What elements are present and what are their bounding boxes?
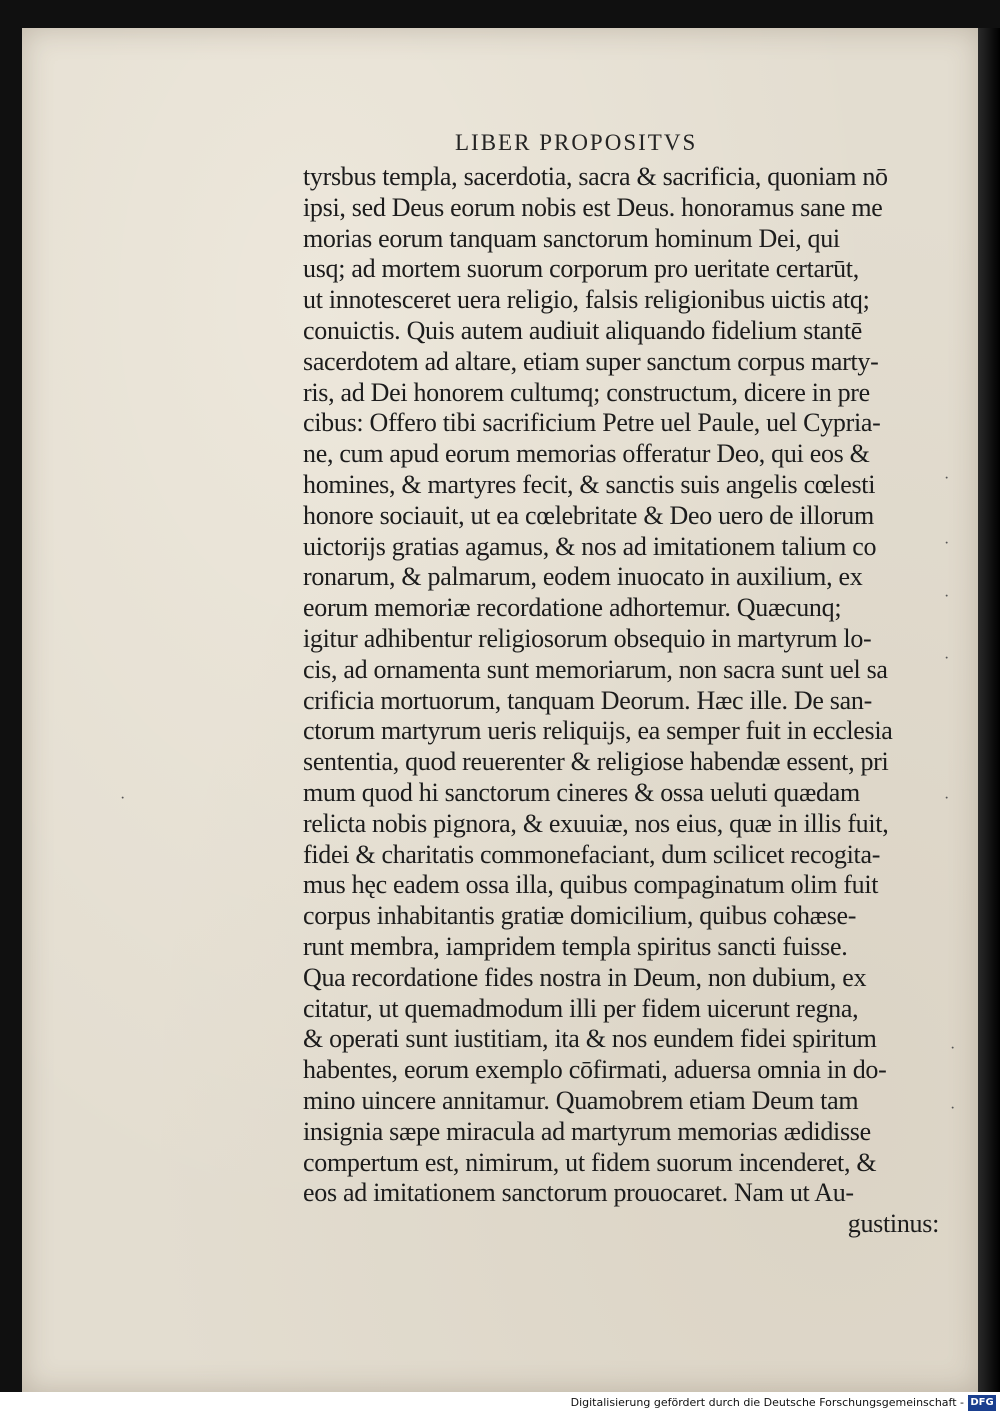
text-line: insignia sæpe miracula ad martyrum memorias ædidisse: [303, 1116, 871, 1146]
body-text: [303, 162, 953, 1240]
dfg-logo-icon: DFG: [968, 1395, 996, 1411]
text-line: sacerdotem ad altare, etiam super sanctum corpus marty-: [303, 346, 879, 376]
text-line: conuictis. Quis autem audiuit aliquando fidelium stantē: [303, 315, 862, 345]
book-spine-edge: [978, 28, 1000, 1392]
text-line: eos ad imitationem sanctorum prouocaret. Nam ut Au-: [303, 1178, 854, 1208]
text-line: sententia, quod reuerenter & religiose habendæ essent, pri: [303, 747, 889, 777]
text-line: habentes, eorum exemplo cōfirmati, aduersa omnia in do-: [303, 1055, 887, 1085]
text-line: igitur adhibentur religiosorum obsequio in martyrum lo-: [303, 623, 872, 653]
text-line: ris, ad Dei honorem cultumq; constructum, dicere in pre: [303, 377, 870, 407]
running-title: LIBER PROPOSITVS: [455, 130, 698, 155]
catchword: gustinus:: [847, 1209, 939, 1239]
text-line: honore sociauit, ut ea cœlebritate & Deo uero de illorum: [303, 500, 874, 530]
text-line: ipsi, sed Deus eorum nobis est Deus. honoramus sane me: [303, 192, 883, 222]
text-line: ut innotesceret uera religio, falsis religionibus uictis atq;: [303, 285, 870, 315]
text-line: eorum memoriæ recordatione adhortemur. Quæcunq;: [303, 593, 842, 623]
text-line: morias eorum tanquam sanctorum hominum Dei, qui: [303, 223, 840, 253]
text-line: mus hęc eadem ossa illa, quibus compaginatum olim fuit: [303, 870, 879, 900]
text-line: & operati sunt iustitiam, ita & nos eundem fidei spiritum: [303, 1024, 877, 1054]
text-line: runt membra, iampridem templa spiritus sancti fuisse.: [303, 931, 848, 961]
digitization-footer: [0, 1392, 1000, 1416]
text-line: ne, cum apud eorum memorias offeratur Deo, qui eos &: [303, 439, 870, 469]
text-line: ctorum martyrum ueris reliquijs, ea semper fuit in ecclesia: [303, 716, 893, 746]
text-line: cis, ad ornamenta sunt memoriarum, non sacra sunt uel sa: [303, 654, 888, 684]
text-line: citatur, ut quemadmodum illi per fidem uicerunt regna,: [303, 993, 859, 1023]
text-line: usq; ad mortem suorum corporum pro ueritate certarūt,: [303, 254, 859, 284]
text-line: compertum est, nimirum, ut fidem suorum incenderet, &: [303, 1147, 877, 1177]
footer-credit: Digitalisierung gefördert durch die Deutsche Forschungsgemeinschaft -: [570, 1396, 964, 1409]
text-line: crificia mortuorum, tanquam Deorum. Hæc ille. De san-: [303, 685, 872, 715]
text-line: mum quod hi sanctorum cineres & ossa ueluti quædam: [303, 777, 860, 807]
text-line: cibus: Offero tibi sacrificium Petre uel Paule, uel Cypria-: [303, 408, 881, 438]
text-line: relicta nobis pignora, & exuuiæ, nos eius, quæ in illis fuit,: [303, 808, 889, 838]
text-line: fidei & charitatis commonefaciant, dum scilicet recogita-: [303, 839, 881, 869]
text-line: uictorijs gratias agamus, & nos ad imitationem talium co: [303, 531, 877, 561]
text-line: homines, & martyres fecit, & sanctis suis angelis cœlesti: [303, 469, 876, 499]
text-line: Qua recordatione fides nostra in Deum, non dubium, ex: [303, 962, 867, 992]
text-line: corpus inhabitantis gratiæ domicilium, quibus cohæse-: [303, 901, 857, 931]
text-line: tyrsbus templa, sacerdotia, sacra & sacrificia, quoniam nō: [303, 162, 888, 191]
text-line: ronarum, & palmarum, eodem inuocato in auxilium, ex: [303, 562, 863, 592]
text-line: mino uincere annitamur. Quamobrem etiam Deum tam: [303, 1085, 859, 1115]
